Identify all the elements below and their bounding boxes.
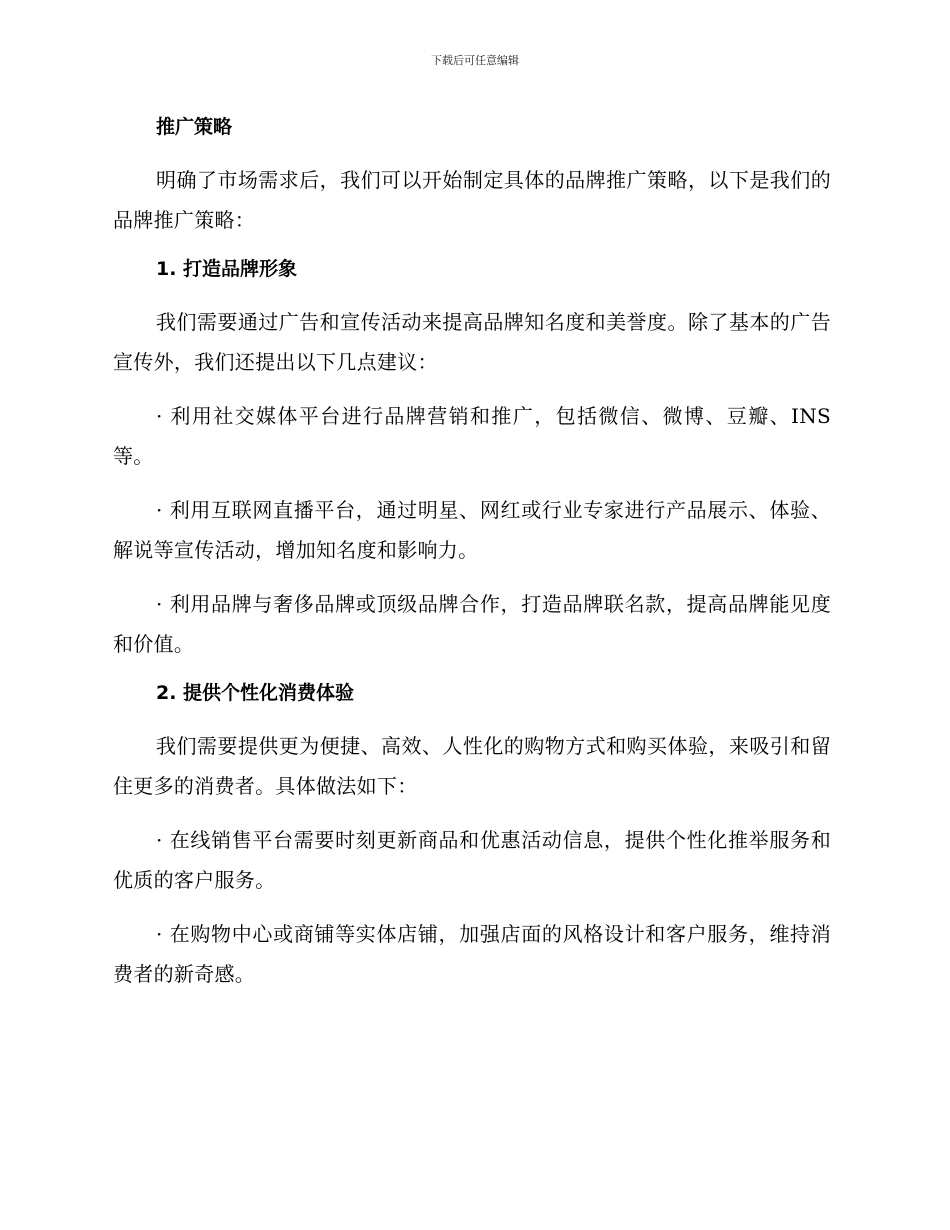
intro-paragraph: 明确了市场需求后，我们可以开始制定具体的品牌推广策略，以下是我们的品牌推广策略：: [113, 168, 831, 232]
bullet-live-streaming: · 利用互联网直播平台，通过明星、网红或行业专家进行产品展示、体验、解说等宣传活动，增加知名度和影响力。: [113, 498, 831, 562]
document-body: [113, 112, 831, 1008]
bullet-brand-collaboration: · 利用品牌与奢侈品牌或顶级品牌合作，打造品牌联名款，提高品牌能见度和价值。: [113, 592, 831, 656]
personalized-experience-paragraph: 我们需要提供更为便捷、高效、人性化的购物方式和购买体验，来吸引和留住更多的消费者。具体做法如下：: [113, 734, 831, 798]
section-heading-personalized-experience: 2. 提供个性化消费体验: [156, 682, 355, 704]
bullet-online-platform: · 在线销售平台需要时刻更新商品和优惠活动信息，提供个性化推举服务和优质的客户服务。: [113, 828, 831, 892]
bullet-social-media: · 利用社交媒体平台进行品牌营销和推广，包括微信、微博、豆瓣、INS等。: [113, 404, 831, 468]
section-heading-promotion-strategy: 推广策略: [156, 116, 233, 138]
brand-image-paragraph: 我们需要通过广告和宣传活动来提高品牌知名度和美誉度。除了基本的广告宣传外，我们还提出以下几点建议：: [113, 310, 831, 374]
page-header: 下载后可任意编辑: [431, 54, 519, 67]
section-heading-brand-image: 1. 打造品牌形象: [156, 258, 298, 280]
bullet-physical-stores: · 在购物中心或商铺等实体店铺，加强店面的风格设计和客户服务，维持消费者的新奇感。: [113, 922, 831, 986]
